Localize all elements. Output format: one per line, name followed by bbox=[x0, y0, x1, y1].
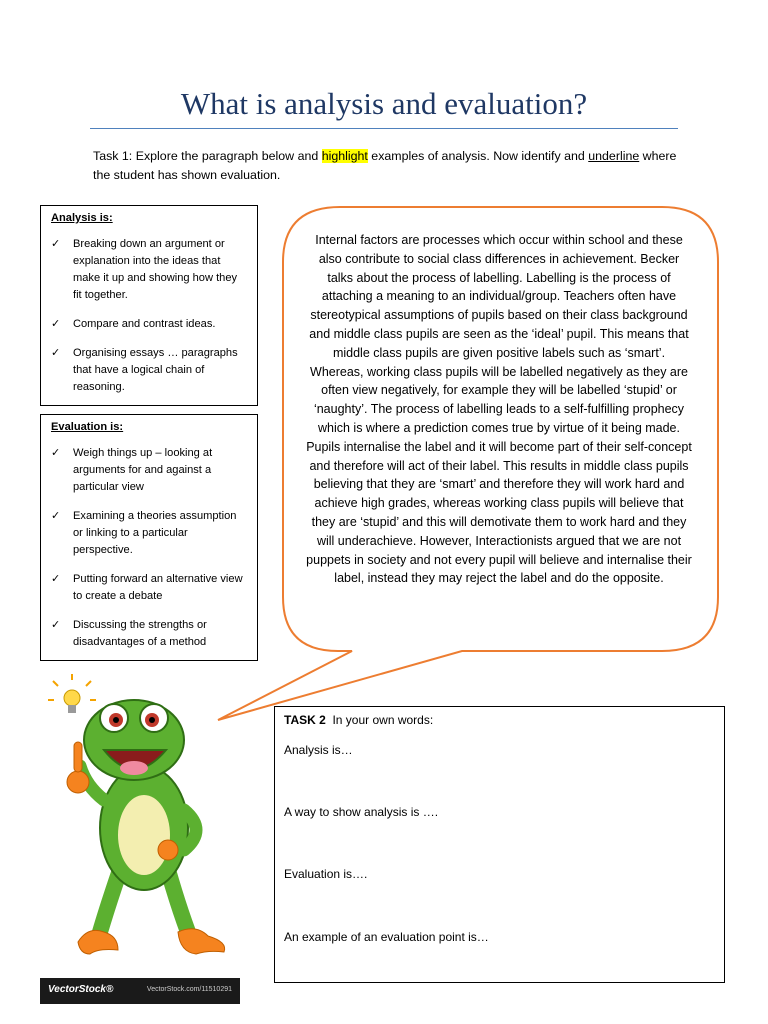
page-title: What is analysis and evaluation? bbox=[180, 86, 588, 121]
image-credit-bar bbox=[40, 978, 240, 1004]
task2-box bbox=[274, 706, 725, 983]
task2-prompt-show-analysis: A way to show analysis is …. bbox=[284, 805, 439, 819]
evaluation-item-text: Examining a theories assumption or linking to a particular perspective. bbox=[73, 510, 237, 556]
evaluation-item-text: Putting forward an alternative view to create a debate bbox=[73, 573, 243, 602]
task2-intro: In your own words: bbox=[332, 713, 434, 727]
task2-label: TASK 2 bbox=[284, 713, 326, 727]
evaluation-item-text: Discussing the strengths or disadvantages of a method bbox=[73, 619, 207, 648]
analysis-item-text: Organising essays … paragraphs that have a logical chain of reasoning. bbox=[73, 347, 238, 393]
student-paragraph: Internal factors are processes which occur within school and these also contribute to social class differences in achievement. Becker talks about the process of labelling. Labelling is the process of attaching a meaning to an individual/group. Teachers often have stereotypical assumptions of pupils based on their class background and middle class pupils are seen as the ‘ideal’ pupil. This means that middle class pupils are given positive labels such as ‘smart’. Whereas, working class pupils will be labelled negatively as they are often view negatively, for example they will be labelled ‘stupid’ or ‘naughty’. The process of labelling leads to a self-fulfilling prophecy which is where a prediction comes true by virtue of it being made. Pupils internalise the label and it will become part of their self-concept and therefore will act of their label. This results in middle class pupils believing that they are ‘smart’ and therefore they will work hard and achieve high grades, whereas working class pupils will believe that they are ‘stupid’ and this will demotivate them to work hard and they will underachieve. However, Interactionists argued that we are not puppets in society and not every pupil will believe and internalise their label, instead they may reject the label and do the opposite. bbox=[306, 233, 692, 586]
check-icon: ✓ bbox=[51, 347, 61, 359]
evaluation-heading: Evaluation is: bbox=[51, 421, 124, 433]
task1-underline-word: underline bbox=[588, 149, 640, 163]
vectorstock-url: VectorStock.com/11510291 bbox=[146, 986, 232, 993]
check-icon: ✓ bbox=[51, 447, 61, 459]
frog-illustration bbox=[38, 670, 238, 980]
task1-suffix: where the student has shown evaluation. bbox=[93, 149, 677, 182]
check-icon: ✓ bbox=[51, 238, 61, 250]
check-icon: ✓ bbox=[51, 318, 61, 330]
task1-highlight-word: highlight bbox=[321, 149, 368, 163]
task1-prefix: Task 1: Explore the paragraph below and bbox=[93, 149, 322, 163]
task1-middle: examples of analysis. Now identify and bbox=[367, 149, 589, 163]
check-icon: ✓ bbox=[51, 510, 61, 522]
vectorstock-logo: VectorStock® bbox=[48, 984, 114, 995]
lightbulb-icon bbox=[48, 674, 96, 713]
check-icon: ✓ bbox=[51, 619, 61, 631]
task2-prompt-evaluation: Evaluation is…. bbox=[284, 867, 368, 881]
analysis-item-text: Breaking down an argument or explanation into the ideas that make it up and showing how they fit together. bbox=[73, 238, 238, 301]
task2-prompt-analysis: Analysis is… bbox=[284, 743, 353, 757]
task2-prompt-evaluation-example: An example of an evaluation point is… bbox=[284, 930, 489, 944]
check-icon: ✓ bbox=[51, 573, 61, 585]
task2-header bbox=[284, 713, 433, 727]
evaluation-item-text: Weigh things up – looking at arguments for and against a particular view bbox=[73, 447, 213, 493]
analysis-item-text: Compare and contrast ideas. bbox=[73, 318, 216, 330]
analysis-heading: Analysis is: bbox=[51, 212, 113, 224]
